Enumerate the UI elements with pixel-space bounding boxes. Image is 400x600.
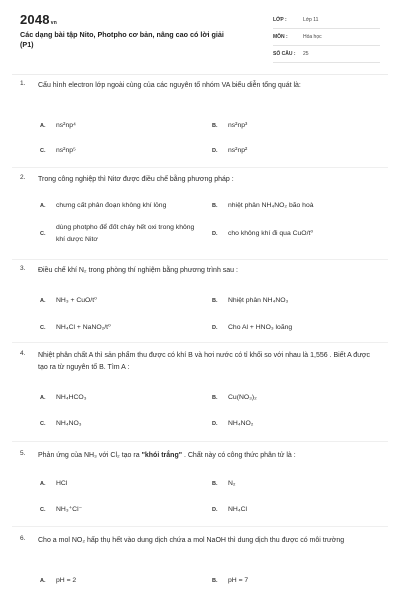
question-text: Cho a mol NO₂ hấp thụ hết vào dung dịch chứa a mol NaOH thì dung dịch thu được có môi trường xyxy=(38,537,345,544)
option-text: NH₄NO₃ xyxy=(56,420,82,427)
option-text: dùng photpho để đốt cháy hết oxi trong không khí dược Nitơ xyxy=(56,224,195,243)
option-label: A. xyxy=(40,395,46,401)
option-text: NH₃ + CuO/t⁰ xyxy=(56,297,97,304)
option-text: NH₄NO₂ xyxy=(228,420,254,427)
question-separator xyxy=(12,342,388,343)
header-divider xyxy=(12,74,388,75)
meta-row-count xyxy=(273,48,380,63)
meta-value: Hóa học xyxy=(303,34,322,40)
page-title: Các dạng bài tập Nito, Photpho cơ bản, nâng cao có lời giải (P1) xyxy=(20,30,224,49)
option-label: D. xyxy=(212,325,218,331)
option-label: D. xyxy=(212,148,218,154)
question-number: 4. xyxy=(20,350,26,357)
meta-row-class xyxy=(273,14,380,29)
option-label: A. xyxy=(40,481,46,487)
question-number: 3. xyxy=(20,265,26,272)
option-label: B. xyxy=(212,298,218,304)
option-label: C. xyxy=(40,148,46,154)
question-text-emphasis: "khói trắng" xyxy=(141,452,183,459)
option-label: D. xyxy=(212,231,218,237)
option-label: C. xyxy=(40,507,46,513)
option-label: D. xyxy=(212,421,218,427)
option-text: NH₄Cl xyxy=(228,506,248,513)
option-text: NH₄HCO₃ xyxy=(56,394,87,401)
option-text: Cu(NO₃)₂ xyxy=(228,394,257,401)
option-label: A. xyxy=(40,123,46,129)
brand-suffix: vn xyxy=(50,20,57,26)
option-text: ns²np⁴ xyxy=(56,122,76,129)
option-text: ns²np² xyxy=(228,147,248,154)
option-text: pH = 2 xyxy=(56,577,77,584)
option-text: HCl xyxy=(56,480,68,487)
question-text-end: . Chất này có công thức phân tử là : xyxy=(182,452,296,459)
meta-key: LỚP : xyxy=(273,17,287,23)
option-text: chưng cất phân đoạn không khí lỏng xyxy=(56,202,167,209)
question-number: 5. xyxy=(20,450,26,457)
option-label: B. xyxy=(212,123,218,129)
meta-key: MÔN : xyxy=(273,34,288,40)
option-label: C. xyxy=(40,325,46,331)
option-text: ns²np⁵ xyxy=(56,147,76,154)
option-label: C. xyxy=(40,421,46,427)
question-separator xyxy=(12,526,388,527)
option-text: N₂ xyxy=(228,480,236,487)
option-label: B. xyxy=(212,578,218,584)
question-text: Nhiệt phân chất A thì sản phẩm thu được có khí B và hơi nước có tỉ khối so với nhau là 1,556 . Biết A được tạo ra từ nguyên tố B. Tìm A : xyxy=(38,352,370,371)
option-text: NH₄Cl + NaNO₂/t⁰ xyxy=(56,324,111,331)
question-separator xyxy=(12,441,388,442)
option-label: D. xyxy=(212,507,218,513)
option-label: A. xyxy=(40,203,46,209)
meta-row-subject xyxy=(273,31,380,46)
option-text: cho không khí đi qua CuO/t⁰ xyxy=(228,230,314,237)
option-label: B. xyxy=(212,203,218,209)
question-text xyxy=(38,450,378,462)
meta-key: SỐ CÂU : xyxy=(273,51,296,57)
brand-logo[interactable] xyxy=(20,12,57,27)
option-text: Cho Al + HNO₃ loãng xyxy=(228,324,293,331)
question-separator xyxy=(12,259,388,260)
question-separator xyxy=(12,167,388,168)
option-text: pH = 7 xyxy=(228,577,249,584)
question-number: 6. xyxy=(20,535,26,542)
option-text: NH₃⁺Cl⁻ xyxy=(56,506,83,513)
meta-box xyxy=(273,14,380,65)
option-label: B. xyxy=(212,481,218,487)
option-label: A. xyxy=(40,298,46,304)
option-label: C. xyxy=(40,231,46,237)
option-label: B. xyxy=(212,395,218,401)
question-text: Cấu hình electron lớp ngoài cùng của các nguyên tố nhóm VA biểu diễn tổng quát là: xyxy=(38,82,301,89)
header xyxy=(20,12,380,70)
question-text: Điều chế khí N₂ trong phòng thí nghiệm bằng phương trình sau : xyxy=(38,267,238,274)
question-text-start: Phản ứng của NH₃ với Cl₂ tạo ra xyxy=(38,452,142,459)
brand-name: 2048 xyxy=(20,12,50,27)
option-label: A. xyxy=(40,578,46,584)
question-number: 2. xyxy=(20,174,26,181)
meta-value: Lớp 11 xyxy=(303,17,319,23)
option-text: nhiệt phân NH₄NO₂ bão hoà xyxy=(228,202,314,209)
meta-value: 25 xyxy=(303,51,309,57)
option-text: Nhiệt phân NH₄NO₃ xyxy=(228,297,289,304)
question-number: 1. xyxy=(20,80,26,87)
question-text: Trong công nghiệp thì Nitơ được điều chế bằng phương pháp : xyxy=(38,176,234,183)
option-text: ns²np³ xyxy=(228,122,248,129)
